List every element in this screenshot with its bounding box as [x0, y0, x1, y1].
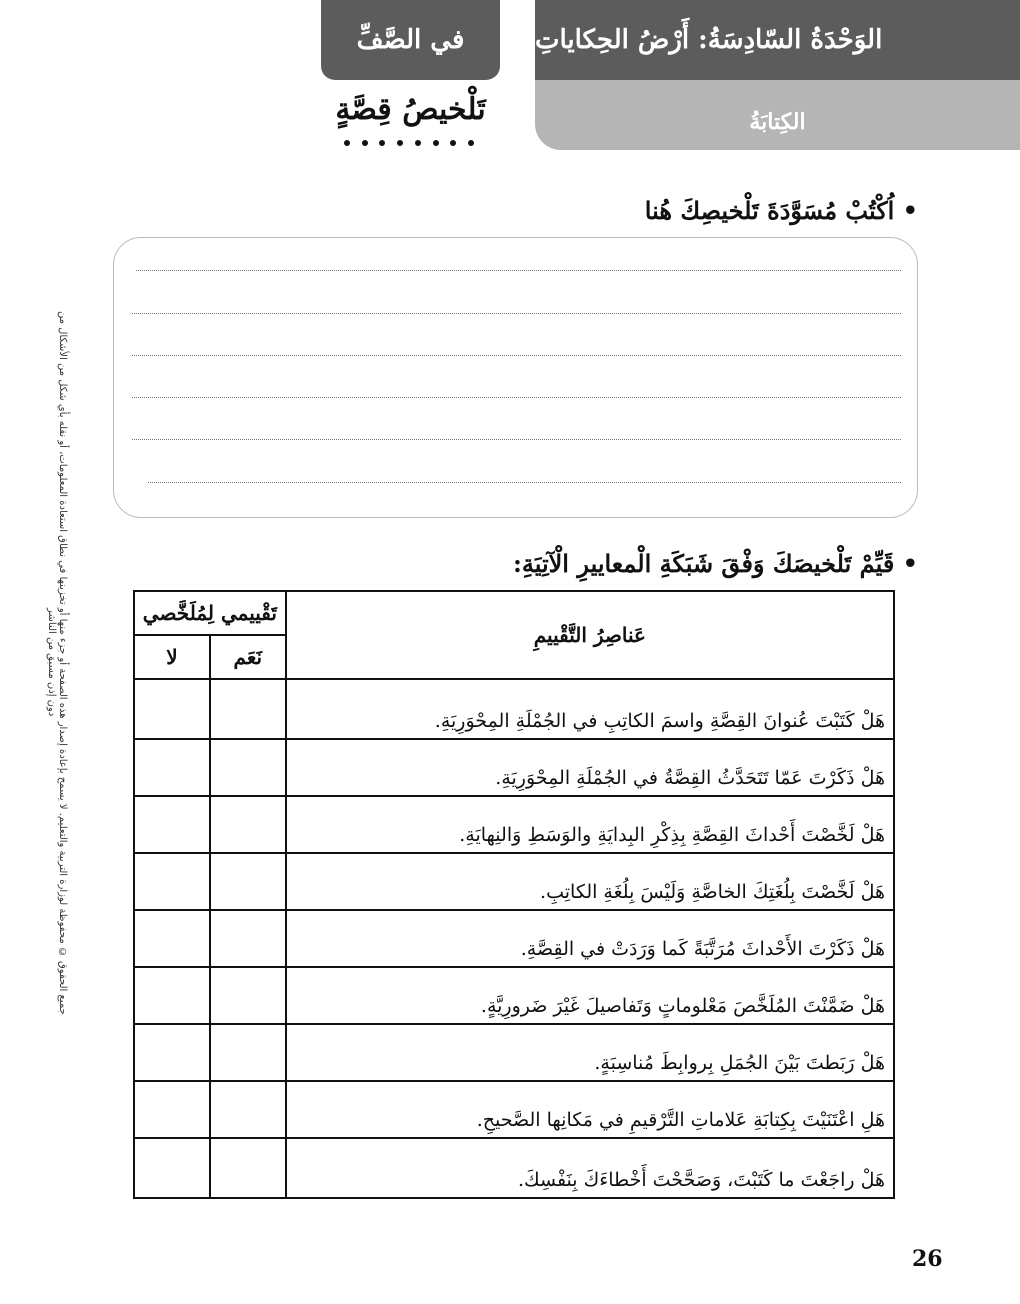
writing-line[interactable]: [132, 313, 901, 314]
criterion-text: هَلْ لَخَّصْتَ بِلُغَتِكَ الخاصَّةِ وَلَيْسَ بِلُغَةِ الكاتِبِ.: [286, 853, 894, 910]
writing-line[interactable]: [132, 439, 901, 440]
no-cell[interactable]: [134, 1138, 210, 1198]
yes-cell[interactable]: [210, 853, 286, 910]
unit-title: الوَحْدَةُ السّادِسَةُ: أَرْضُ الحِكاياتِ: [535, 25, 883, 55]
no-cell[interactable]: [134, 1024, 210, 1081]
section-tab: [535, 80, 1020, 150]
table-row: [134, 739, 894, 796]
no-cell[interactable]: [134, 796, 210, 853]
criterion-text: هَلْ رَبَطتَ بَيْنَ الجُمَلِ بِروابِطَ مُناسِبَةٍ.: [286, 1024, 894, 1081]
criterion-text: هَلْ ذَكَرْتَ عَمّا تَتَحَدَّثُ القِصَّةُ في الجُمْلَةِ المِحْوَرِيَةِ.: [286, 739, 894, 796]
no-cell[interactable]: [134, 1081, 210, 1138]
criteria-header: عَناصِرُ التَّقْييمِ: [286, 591, 894, 679]
writing-line[interactable]: [136, 270, 901, 271]
copyright-note: جميع الحقوق © محفوظة لوزارة التربية والتعليم. لا يسمح بإعادة إصدار هذه الصفحة أو جزء منها أو تخزينها في نطاق استعادة المعلومات، أو نقله بأي شكل من الأشكال من دون إذن مسبق من الناشر: [46, 310, 68, 1015]
table-row: [134, 967, 894, 1024]
section-label: الكِتابَةُ: [749, 109, 806, 135]
writing-line[interactable]: [148, 482, 901, 483]
yes-cell[interactable]: [210, 796, 286, 853]
yes-cell[interactable]: [210, 739, 286, 796]
draft-writing-box[interactable]: [113, 237, 918, 518]
table-row: [134, 1138, 894, 1198]
no-cell[interactable]: [134, 739, 210, 796]
table-row: [134, 1081, 894, 1138]
yes-cell[interactable]: [210, 1024, 286, 1081]
class-tab-label: في الصَّفِّ: [356, 25, 465, 55]
table-row: [134, 910, 894, 967]
no-header: لا: [134, 635, 210, 679]
writing-line[interactable]: [132, 355, 901, 356]
evaluation-instruction: • قَيِّمْ تَلْخيصَكَ وَفْقَ شَبَكَةِ الْمعاييرِ الْآتِيَةِ:: [512, 549, 918, 578]
yes-cell[interactable]: [210, 1138, 286, 1198]
table-row: [134, 796, 894, 853]
table-row: [134, 679, 894, 739]
no-cell[interactable]: [134, 967, 210, 1024]
title-dots: [344, 140, 474, 146]
writing-line[interactable]: [132, 397, 901, 398]
criterion-text: هَلِ اعْتَنَيْتَ بِكِتابَةِ عَلاماتِ التَّرْقيمِ في مَكانِها الصَّحيحِ.: [286, 1081, 894, 1138]
criterion-text: هَلْ ضَمَّنْتَ المُلَخَّصَ مَعْلوماتٍ وَتَفاصيلَ غَيْرَ ضَرورِيَّةٍ.: [286, 967, 894, 1024]
yes-cell[interactable]: [210, 679, 286, 739]
yes-cell[interactable]: [210, 967, 286, 1024]
no-cell[interactable]: [134, 910, 210, 967]
criterion-text: هَلْ كَتَبْتَ عُنوانَ القِصَّةِ واسمَ الكاتِبِ في الجُمْلَةِ المِحْوَرِيَةِ.: [286, 679, 894, 739]
criterion-text: هَلْ ذَكَرْتَ الأَحْداثَ مُرَتَّبَةً كَما وَرَدَتْ في القِصَّةِ.: [286, 910, 894, 967]
yes-cell[interactable]: [210, 910, 286, 967]
table-row: [134, 853, 894, 910]
lesson-title: تَلْخيصُ قِصَّةٍ: [335, 92, 486, 127]
yes-cell[interactable]: [210, 1081, 286, 1138]
criterion-text: هَلْ لَخَّصْتَ أَحْداثَ القِصَّةِ بِذِكْرِ البِدايَةِ والوَسَطِ وَالنِهايَةِ.: [286, 796, 894, 853]
criterion-text: هَلْ راجَعْتَ ما كَتَبْتَ، وَصَحَّحْتَ أَخْطاءَكَ بِنَفْسِكَ.: [286, 1138, 894, 1198]
class-tab: [321, 0, 500, 80]
page-number: 26: [912, 1246, 943, 1272]
rating-header: تَقْييمي لِمُلَخَّصي: [134, 591, 286, 635]
table-row: [134, 1024, 894, 1081]
yes-header: نَعَم: [210, 635, 286, 679]
evaluation-table: [133, 590, 895, 1199]
draft-instruction: • اُكْتُبْ مُسَوَّدَةَ تَلْخيصِكَ هُنا: [644, 196, 918, 225]
unit-title-tab: [535, 0, 1020, 80]
no-cell[interactable]: [134, 679, 210, 739]
no-cell[interactable]: [134, 853, 210, 910]
